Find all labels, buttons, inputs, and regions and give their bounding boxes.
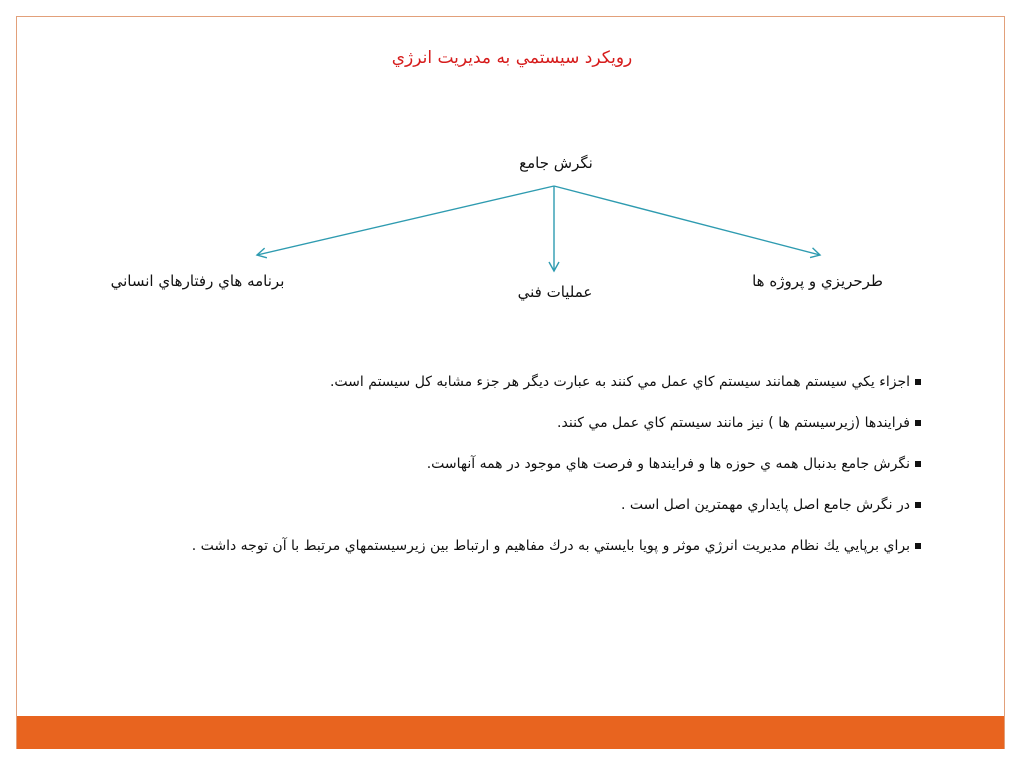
slide-title: رويكرد سيستمي به مديريت انرژي <box>391 48 633 68</box>
bullet-item <box>121 536 921 577</box>
bullet-square-icon <box>915 379 921 385</box>
bullet-item <box>121 495 921 536</box>
bullet-text: براي برپايي يك نظام مديريت انرژي موثر و پويا بايستي به درك مفاهيم و ارتباط بين زيرسيستمهاي مرتبط با آن توجه داشت . <box>191 538 910 554</box>
branch-right: طرحريزي و پروژه ها <box>752 272 883 290</box>
bullet-text: نگرش جامع بدنبال همه ي حوزه ها و فرايندها و فرصت هاي موجود در همه آنهاست. <box>426 456 910 472</box>
bullet-square-icon <box>915 502 921 508</box>
bullet-item <box>121 454 921 495</box>
root-node: نگرش جامع <box>519 154 593 172</box>
bullet-text: فرايندها (زيرسيستم ها ) نيز مانند سيستم كاي عمل مي كنند. <box>557 415 910 431</box>
arrow-to-left-branch <box>257 186 554 255</box>
bullet-item <box>121 413 921 454</box>
bullet-square-icon <box>915 461 921 467</box>
bottom-accent-band <box>17 716 1004 749</box>
bullet-square-icon <box>915 543 921 549</box>
arrow-to-right-branch <box>554 186 820 255</box>
bullet-text: اجزاء يكي سيستم همانند سيستم كاي عمل مي كنند به عبارت ديگر هر جزء مشابه كل سيستم است. <box>329 374 910 390</box>
bullet-text: در نگرش جامع اصل پايداري مهمترين اصل است . <box>620 497 910 513</box>
bullet-square-icon <box>915 420 921 426</box>
bullet-list <box>121 372 921 577</box>
bullet-item <box>121 372 921 413</box>
branch-center: عمليات فني <box>517 283 593 301</box>
branch-left: برنامه هاي رفتارهاي انساني <box>110 272 285 290</box>
